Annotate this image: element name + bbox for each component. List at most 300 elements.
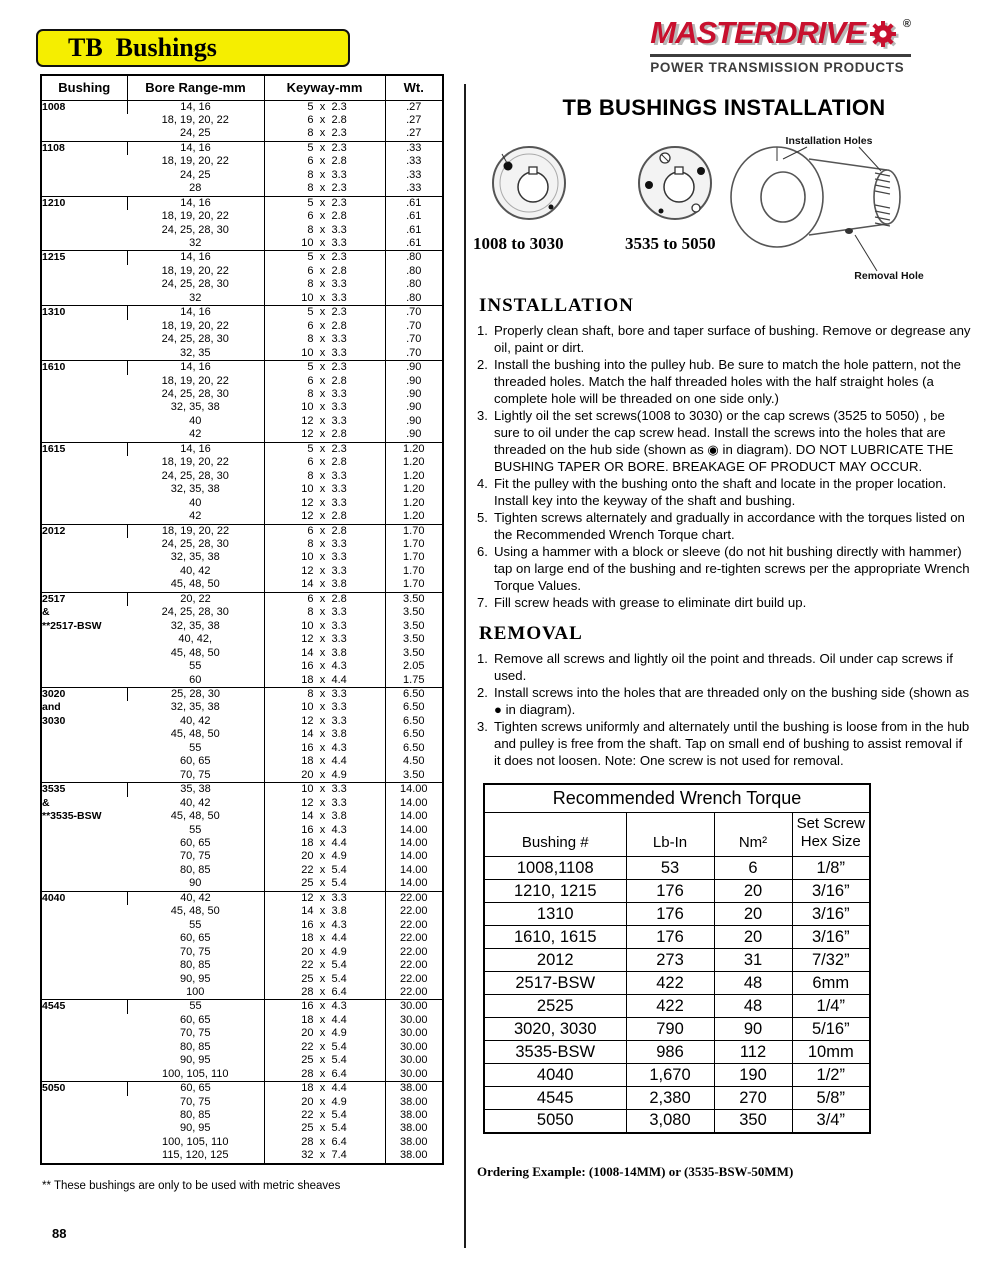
keyway-cell (264, 864, 385, 877)
keyway-cell (264, 674, 385, 688)
bore-range-cell: 40, 42 (127, 891, 264, 905)
page-number: 88 (52, 1226, 67, 1241)
keyway-width: 14 (301, 728, 314, 741)
keyway-width: 10 (301, 346, 314, 359)
instruction-step (477, 543, 971, 594)
bushing-id-line: 3535 (42, 783, 66, 796)
page-title-box (36, 29, 350, 67)
bore-range-cell: 55 (189, 823, 202, 836)
keyway-depth: 2.8 (331, 374, 347, 387)
bushing-id-line: 1108 (42, 141, 65, 154)
bore-range-cell: 60, 65 (127, 1082, 264, 1096)
torque-nm-cell: 6 (714, 857, 792, 880)
bore-range-cell: 70, 75 (179, 945, 211, 958)
weight-cell: 3.50 (385, 606, 443, 619)
keyway-cell (264, 647, 385, 660)
bore-range-cell: 100, 105, 110 (162, 1067, 229, 1080)
keyway-separator: x (319, 291, 326, 304)
keyway-depth: 5.4 (331, 1109, 347, 1122)
keyway-separator: x (319, 823, 326, 836)
torque-lbin-cell: 790 (626, 1018, 714, 1041)
weight-cell: 22.00 (385, 919, 443, 932)
bore-range-cell: 45, 48, 50 (170, 728, 220, 741)
bore-range-cell: 14, 16 (127, 100, 264, 114)
weight-cell: .27 (385, 127, 443, 141)
bore-range-cell: 80, 85 (179, 1040, 211, 1053)
keyway-cell (264, 551, 385, 564)
torque-header-hex-line2: Hex Size (800, 833, 861, 850)
bushing-id-cell (41, 442, 127, 524)
torque-bushing-cell: 4040 (484, 1064, 626, 1087)
torque-bushing-cell: 2517-BSW (484, 972, 626, 995)
keyway-separator: x (319, 388, 326, 401)
keyway-depth: 3.8 (331, 728, 347, 741)
keyway-cell (264, 606, 385, 619)
torque-table-row (484, 1041, 870, 1064)
keyway-cell (264, 388, 385, 401)
weight-cell: .80 (385, 251, 443, 265)
weight-cell: 30.00 (385, 1068, 443, 1082)
keyway-depth: 3.3 (331, 168, 347, 181)
keyway-width: 10 (301, 783, 314, 796)
weight-cell: 14.00 (385, 783, 443, 797)
bore-range-cell: 14, 16 (127, 442, 264, 456)
bushing-table-row (41, 524, 443, 538)
keyway-depth: 5.4 (331, 1122, 347, 1135)
keyway-cell (264, 1096, 385, 1109)
step-number: 2. (477, 357, 488, 372)
keyway-depth: 3.3 (331, 469, 347, 482)
bore-range-cell: 14, 16 (127, 251, 264, 265)
weight-cell: .90 (385, 375, 443, 388)
keyway-width: 6 (307, 524, 314, 537)
torque-table-row (484, 949, 870, 972)
bore-range-cell: 70, 75 (179, 1095, 211, 1108)
keyway-cell (264, 715, 385, 728)
keyway-depth: 4.9 (331, 1095, 347, 1108)
keyway-width: 8 (307, 388, 314, 401)
keyway-cell (264, 797, 385, 810)
weight-cell: .70 (385, 306, 443, 320)
keyway-width: 5 (307, 251, 314, 264)
instruction-step (477, 407, 971, 475)
installation-panel (473, 95, 971, 1180)
keyway-width: 8 (307, 606, 314, 619)
weight-cell: 14.00 (385, 810, 443, 823)
keyway-separator: x (319, 985, 326, 998)
keyway-separator: x (319, 237, 326, 250)
bore-range-cell: 60, 65 (179, 755, 211, 768)
bushing-id-line: 1215 (42, 251, 66, 264)
keyway-separator: x (319, 1149, 326, 1162)
keyway-depth: 3.3 (331, 496, 347, 509)
torque-header-hex-line1: Set Screw (796, 815, 865, 832)
torque-lbin-cell: 986 (626, 1041, 714, 1064)
bore-range-cell: 18, 19, 20, 22 (127, 524, 264, 538)
keyway-separator: x (319, 836, 326, 849)
bore-range-cell: 60, 65 (179, 932, 211, 945)
keyway-cell (264, 1082, 385, 1096)
torque-table-row (484, 995, 870, 1018)
bore-range-cell: 24, 25 (179, 127, 211, 140)
step-text: Tighten screws alternately and gradually in accordance with the torques listed on the Recommended Wrench Torque chart. (494, 510, 965, 542)
keyway-cell (264, 1136, 385, 1149)
keyway-width: 8 (307, 687, 314, 700)
torque-lbin-cell: 422 (626, 995, 714, 1018)
torque-nm-cell: 190 (714, 1064, 792, 1087)
keyway-cell (264, 497, 385, 510)
weight-cell: 1.70 (385, 524, 443, 538)
keyway-separator: x (319, 783, 326, 796)
step-text: Fit the pulley with the bushing onto the shaft and locate in the proper location. Install key into the keyway of the shaft and bushing. (494, 476, 947, 508)
keyway-depth: 3.3 (331, 414, 347, 427)
bore-range-cell: 24, 25, 28, 30 (161, 388, 229, 401)
torque-nm-cell: 20 (714, 926, 792, 949)
keyway-width: 28 (301, 985, 314, 998)
instruction-step (477, 356, 971, 407)
torque-lbin-cell: 422 (626, 972, 714, 995)
keyway-depth: 2.3 (331, 182, 347, 195)
keyway-width: 10 (301, 483, 314, 496)
keyway-separator: x (319, 141, 326, 154)
bushing-table-row (41, 442, 443, 456)
weight-cell: 6.50 (385, 728, 443, 741)
torque-nm-cell: 350 (714, 1110, 792, 1133)
keyway-cell (264, 251, 385, 265)
keyway-cell (264, 347, 385, 361)
keyway-separator: x (319, 660, 326, 673)
keyway-separator: x (319, 1013, 326, 1026)
keyway-cell (264, 620, 385, 633)
keyway-depth: 4.4 (331, 1082, 347, 1095)
step-number: 7. (477, 595, 488, 610)
bushing-id-cell (41, 687, 127, 782)
keyway-width: 8 (307, 182, 314, 195)
bore-range-cell: 60 (189, 673, 202, 686)
torque-bushing-cell: 3020, 3030 (484, 1018, 626, 1041)
bushing-id-line: **3535-BSW (42, 810, 102, 823)
keyway-width: 25 (301, 877, 314, 890)
step-text: Tighten screws uniformly and alternately until the bushing is loose from in the hub and pulley is free from the shaft. Tap on small end of bushing to assist removal if it does not loosen. Note: One screw is not used for removal. (494, 719, 970, 768)
keyway-cell (264, 224, 385, 237)
bushing-id-line: 5050 (42, 1082, 66, 1095)
step-number: 1. (477, 651, 488, 666)
bushing-id-cell (41, 361, 127, 443)
torque-hex-cell: 3/16” (792, 926, 870, 949)
weight-cell: 22.00 (385, 959, 443, 972)
keyway-depth: 4.3 (331, 918, 347, 931)
bushing-table-row (41, 1000, 443, 1014)
bore-range-cell: 55 (189, 741, 202, 754)
torque-table-row (484, 903, 870, 926)
keyway-cell (264, 428, 385, 442)
keyway-cell (264, 742, 385, 755)
keyway-cell (264, 333, 385, 346)
keyway-depth: 2.8 (331, 319, 347, 332)
weight-cell: .61 (385, 196, 443, 210)
keyway-depth: 3.3 (331, 291, 347, 304)
bushing-id-line: & (42, 796, 50, 809)
keyway-cell (264, 592, 385, 606)
brand-tagline: POWER TRANSMISSION PRODUCTS (650, 54, 911, 75)
bushing-id-line: 2517 (42, 592, 66, 605)
bushing-id-cell (41, 141, 127, 196)
bore-range-cell: 60, 65 (179, 836, 211, 849)
keyway-separator: x (319, 538, 326, 550)
keyway-depth: 2.8 (331, 592, 347, 605)
keyway-cell (264, 196, 385, 210)
keyway-depth: 2.8 (331, 264, 347, 277)
keyway-depth: 5.4 (331, 877, 347, 890)
keyway-width: 12 (301, 633, 314, 646)
keyway-separator: x (319, 728, 326, 741)
keyway-separator: x (319, 905, 326, 918)
keyway-width: 14 (301, 646, 314, 659)
weight-cell: 14.00 (385, 850, 443, 863)
torque-hex-cell: 3/4” (792, 1110, 870, 1133)
bushing-id-cell (41, 196, 127, 251)
bore-range-cell: 24, 25, 28, 30 (161, 223, 229, 236)
step-text: Install the bushing into the pulley hub. Be sure to match the hole pattern, not the threaded holes. Match the half threaded holes with the half straight holes (a complete hole will be threaded on one side only.) (494, 357, 961, 406)
ordering-example: Ordering Example: (1008-14MM) or (3535-BSW-50MM) (477, 1163, 794, 1179)
keyway-separator: x (319, 633, 326, 646)
weight-cell: 30.00 (385, 1014, 443, 1027)
keyway-cell (264, 1014, 385, 1027)
keyway-cell (264, 320, 385, 333)
bore-range-cell: 32, 35 (179, 346, 211, 359)
keyway-cell (264, 578, 385, 592)
installation-heading: INSTALLATION (479, 295, 634, 316)
bushing-id-line: 1310 (42, 306, 66, 319)
keyway-depth: 3.3 (331, 687, 347, 700)
torque-header-row (484, 813, 870, 857)
keyway-cell (264, 946, 385, 959)
torque-nm-cell: 270 (714, 1087, 792, 1110)
keyway-separator: x (319, 578, 326, 591)
brand-row (650, 16, 911, 51)
keyway-cell (264, 986, 385, 1000)
keyway-depth: 6.4 (331, 1067, 347, 1080)
weight-cell: 1.70 (385, 551, 443, 564)
keyway-cell (264, 127, 385, 141)
keyway-depth: 2.3 (331, 127, 347, 140)
bore-range-cell: 45, 48, 50 (170, 646, 220, 659)
weight-cell: 1.20 (385, 442, 443, 456)
bore-range-cell: 60, 65 (179, 1013, 211, 1026)
keyway-separator: x (319, 863, 326, 876)
keyway-cell (264, 973, 385, 986)
keyway-separator: x (319, 113, 326, 126)
step-text: Remove all screws and lightly oil the point and threads. Oil under cap screws if used. (494, 651, 953, 683)
torque-hex-cell: 6mm (792, 972, 870, 995)
instruction-step (477, 475, 971, 509)
keyway-depth: 6.4 (331, 1135, 347, 1148)
bore-range-cell: 14, 16 (127, 141, 264, 155)
bushing-id-line: 3030 (42, 714, 66, 727)
bushing-id-line: and (42, 701, 61, 714)
bushing-table-row (41, 687, 443, 701)
keyway-width: 16 (301, 918, 314, 931)
keyway-depth: 4.4 (331, 673, 347, 686)
keyway-depth: 3.3 (331, 223, 347, 236)
keyway-cell (264, 1000, 385, 1014)
torque-table-row (484, 926, 870, 949)
keyway-separator: x (319, 768, 326, 781)
bore-range-cell: 18, 19, 20, 22 (161, 456, 229, 469)
keyway-depth: 4.4 (331, 836, 347, 849)
bore-range-cell: 24, 25, 28, 30 (161, 538, 229, 550)
keyway-separator: x (319, 972, 326, 985)
removal-hole-label: Removal Hole (854, 270, 924, 282)
keyway-width: 12 (301, 891, 314, 904)
keyway-depth: 2.8 (331, 210, 347, 223)
keyway-separator: x (319, 456, 326, 469)
keyway-cell (264, 687, 385, 701)
bore-range-cell: 100, 105, 110 (162, 1135, 229, 1148)
keyway-depth: 2.3 (331, 361, 347, 374)
keyway-separator: x (319, 701, 326, 714)
metric-sheaves-footnote: ** These bushings are only to be used with metric sheaves (42, 1180, 341, 1192)
weight-cell: .27 (385, 114, 443, 127)
weight-cell: 22.00 (385, 973, 443, 986)
keyway-width: 20 (301, 850, 314, 863)
torque-nm-cell: 112 (714, 1041, 792, 1064)
torque-header-nm: Nm² (714, 813, 792, 857)
weight-cell: 6.50 (385, 715, 443, 728)
instruction-step (477, 322, 971, 356)
keyway-separator: x (319, 646, 326, 659)
keyway-separator: x (319, 592, 326, 605)
bore-range-cell: 40, 42 (179, 714, 211, 727)
torque-hex-cell: 5/16” (792, 1018, 870, 1041)
keyway-width: 32 (301, 1149, 314, 1162)
keyway-cell (264, 401, 385, 414)
torque-hex-cell: 3/16” (792, 903, 870, 926)
instruction-step (477, 684, 971, 718)
weight-cell: .70 (385, 347, 443, 361)
keyway-depth: 3.3 (331, 483, 347, 496)
installation-holes-label: Installation Holes (785, 135, 873, 147)
keyway-cell (264, 278, 385, 291)
bore-range-cell: 90, 95 (179, 972, 211, 985)
bore-range-cell: 18, 19, 20, 22 (161, 155, 229, 168)
bore-range-cell: 90, 95 (179, 1122, 211, 1135)
keyway-depth: 4.9 (331, 1027, 347, 1040)
keyway-width: 5 (307, 100, 314, 113)
keyway-separator: x (319, 918, 326, 931)
weight-cell: .80 (385, 292, 443, 306)
keyway-cell (264, 565, 385, 578)
torque-table-row (484, 880, 870, 903)
torque-table-title: Recommended Wrench Torque (484, 784, 870, 813)
bore-range-cell: 32, 35, 38 (170, 619, 220, 632)
keyway-width: 18 (301, 673, 314, 686)
keyway-depth: 2.8 (331, 524, 347, 537)
keyway-separator: x (319, 374, 326, 387)
weight-cell: 38.00 (385, 1109, 443, 1122)
keyway-cell (264, 850, 385, 863)
step-text: Using a hammer with a block or sleeve (do not hit bushing directly with hammer) tap on large end of the bushing and re-tighten screws per the appropriate Wrench Torque Values. (494, 544, 970, 593)
keyway-separator: x (319, 442, 326, 455)
keyway-cell (264, 877, 385, 891)
keyway-depth: 2.3 (331, 196, 347, 209)
keyway-depth: 5.4 (331, 863, 347, 876)
keyway-separator: x (319, 564, 326, 577)
weight-cell: .33 (385, 182, 443, 196)
keyway-width: 18 (301, 836, 314, 849)
keyway-separator: x (319, 1040, 326, 1053)
bore-range-cell: 24, 25, 28, 30 (161, 333, 229, 346)
keyway-depth: 3.3 (331, 346, 347, 359)
keyway-width: 6 (307, 113, 314, 126)
torque-bushing-cell: 2525 (484, 995, 626, 1018)
bore-range-cell: 40 (189, 496, 202, 509)
keyway-width: 10 (301, 701, 314, 714)
keyway-width: 8 (307, 538, 314, 550)
torque-bushing-cell: 1310 (484, 903, 626, 926)
bore-range-cell: 32 (189, 237, 202, 250)
keyway-depth: 2.3 (331, 442, 347, 455)
weight-cell: 1.20 (385, 470, 443, 483)
keyway-width: 16 (301, 660, 314, 673)
weight-cell: 30.00 (385, 1041, 443, 1054)
keyway-cell (264, 292, 385, 306)
keyway-cell (264, 783, 385, 797)
keyway-depth: 3.3 (331, 564, 347, 577)
large-bushing-face-diagram (639, 147, 711, 219)
bore-range-cell: 115, 120, 125 (162, 1149, 229, 1162)
keyway-cell (264, 483, 385, 496)
keyway-depth: 4.9 (331, 850, 347, 863)
weight-cell: .33 (385, 169, 443, 182)
keyway-cell (264, 210, 385, 223)
weight-cell: .80 (385, 278, 443, 291)
bore-range-cell: 42 (189, 428, 202, 441)
keyway-width: 16 (301, 1000, 314, 1013)
bore-range-cell: 40, 42 (179, 796, 211, 809)
keyway-cell (264, 375, 385, 388)
keyway-width: 8 (307, 168, 314, 181)
torque-bushing-cell: 1008,1108 (484, 857, 626, 880)
keyway-depth: 3.3 (331, 796, 347, 809)
weight-cell: 6.50 (385, 742, 443, 755)
torque-title-row (484, 784, 870, 813)
keyway-depth: 3.8 (331, 905, 347, 918)
keyway-separator: x (319, 945, 326, 958)
torque-nm-cell: 20 (714, 880, 792, 903)
keyway-depth: 4.4 (331, 755, 347, 768)
keyway-cell (264, 306, 385, 320)
torque-bushing-cell: 2012 (484, 949, 626, 972)
keyway-width: 6 (307, 319, 314, 332)
keyway-width: 12 (301, 428, 314, 441)
bore-range-cell: 14, 16 (127, 196, 264, 210)
keyway-width: 22 (301, 863, 314, 876)
keyway-cell (264, 1027, 385, 1040)
keyway-separator: x (319, 1109, 326, 1122)
keyway-separator: x (319, 469, 326, 482)
keyway-width: 6 (307, 264, 314, 277)
keyway-depth: 3.3 (331, 278, 347, 291)
step-text: Fill screw heads with grease to eliminate dirt build up. (494, 595, 807, 610)
keyway-depth: 2.8 (331, 113, 347, 126)
weight-cell: 6.50 (385, 701, 443, 714)
keyway-separator: x (319, 1067, 326, 1080)
keyway-depth: 7.4 (331, 1149, 347, 1162)
keyway-cell (264, 701, 385, 714)
keyway-depth: 3.3 (331, 701, 347, 714)
keyway-width: 6 (307, 210, 314, 223)
